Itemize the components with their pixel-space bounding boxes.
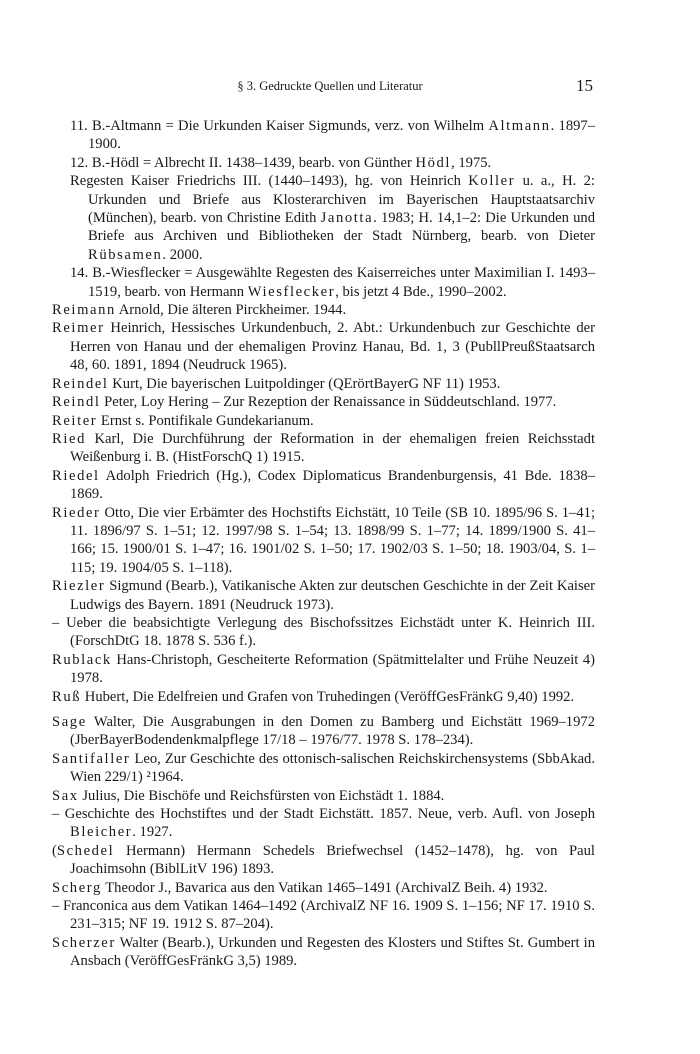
author-name: Ruß <box>52 688 82 705</box>
entry-text: – Ueber die beabsichtigte Verlegung des Bischofssitzes Eichstädt unter K. Heinrich III. (ForschDtG 18. 1878 S. 536 f.). <box>52 614 595 650</box>
entry-text: Regesten Kaiser Friedrichs III. (1440–1493), hg. von Heinrich <box>70 173 469 190</box>
author-name: Rübsamen <box>88 246 163 263</box>
author-name: Koller <box>468 173 516 190</box>
author-name: Schedel <box>56 842 115 859</box>
bibliography-entry <box>52 750 595 787</box>
bibliography-entry <box>52 154 595 172</box>
bibliography-entry <box>52 504 595 578</box>
entry-text: – Geschichte des Hochstiftes und der Stadt Eichstätt. 1857. Neue, verb. Aufl. von Joseph <box>52 806 595 823</box>
entry-text: Heinrich, Hessisches Urkundenbuch, 2. Abt.: Urkundenbuch zur Geschichte der Herren von Hanau und der ehemaligen Provinz Hanau, Bd. 1, 3 (PubllPreußStaatsarch 48, 60. 1891, 1894 (Neudruck 1965). <box>70 320 595 374</box>
entry-text: 12. B.-Hödl = Albrecht II. 1438–1439, bearb. von Günther <box>70 154 416 171</box>
bibliography-entry <box>52 467 595 504</box>
entry-text: Peter, Loy Hering – Zur Rezeption der Renaissance in Süddeutschland. 1977. <box>100 394 557 411</box>
author-name: Altmann <box>488 118 551 134</box>
author-name: Bleicher <box>70 824 133 841</box>
bibliography-list <box>52 117 595 971</box>
entry-text: Karl, Die Durchführung der Reformation in der ehemaligen freien Reichsstadt Weißenburg i. B. (HistForschQ 1) 1915. <box>70 430 595 466</box>
bibliography-entry <box>52 264 595 301</box>
entry-text: Kurt, Die bayerischen Luitpoldinger (QErörtBayerG NF 11) 1953. <box>108 375 501 392</box>
author-name: Rublack <box>52 651 112 668</box>
bibliography-entry <box>52 172 595 264</box>
bibliography-entry <box>52 614 595 651</box>
entry-text: Arnold, Die älteren Pirckheimer. 1944. <box>115 302 347 319</box>
bibliography-entry <box>52 577 595 614</box>
bibliography-entry <box>52 842 595 879</box>
entry-text: u. a., H. 2: Urkunden und Briefe aus Klosterarchiven im Bayerischen Hauptstaatsarchiv (München), bearb. von Christine Edith <box>88 173 595 227</box>
author-name: Reindel <box>52 375 109 392</box>
bibliography-entry <box>52 787 595 805</box>
entry-text: Walter, Die Ausgrabungen in den Domen zu Bamberg und Eichstätt 1969–1972 (JberBayerBodendenkmalpflege 17/18 – 1976/77. 1978 S. 178–234). <box>70 714 595 749</box>
author-name: Reindl <box>52 394 101 411</box>
author-name: Reimann <box>52 302 116 319</box>
entry-text: Otto, Die vier Erbämter des Hochstifts Eichstätt, 10 Teile (SB 10. 1895/96 S. 1–41; 11. 1896/97 S. 1–51; 12. 1997/98 S. 1–54; 13. 1898/99 S. 1–77; 14. 1899/1900 S. 41–166; 15. 1900/01 S. 1–47; 16. 1901/02 S. 1–50; 17. 1902/03 S. 1–50; 18. 1903/04, S. 1–115; 19. 1904/05 S. 1–118). <box>70 504 595 576</box>
author-name: Reiter <box>52 412 98 429</box>
bibliography-entry <box>52 713 595 750</box>
entry-text: Adolph Friedrich (Hg.), Codex Diplomaticus Brandenburgensis, 41 Bde. 1838–1869. <box>70 467 595 503</box>
bibliography-entry <box>52 688 595 706</box>
bibliography-entry <box>52 879 595 897</box>
author-name: Riezler <box>52 578 106 595</box>
entry-text: Julius, Die Bischöfe und Reichsfürsten von Eichstädt 1. 1884. <box>78 787 445 804</box>
bibliography-entry <box>52 393 595 411</box>
bibliography-entry <box>52 375 595 393</box>
bibliography-entry <box>52 805 595 842</box>
entry-text: . 1983; H. 14,1–2: Die Urkunden und Briefe aus Archiven und Bibliotheken der Stadt Nürnberg, bearb. von Dieter <box>88 210 595 245</box>
bibliography-entry <box>52 301 595 319</box>
entry-text: – Franconica aus dem Vatikan 1464–1492 (ArchivalZ NF 16. 1909 S. 1–156; NF 17. 1910 S. 231–315; NF 19. 1912 S. 87–204). <box>52 898 595 933</box>
page-header <box>0 76 700 98</box>
running-head: § 3. Gedruckte Quellen und Literatur <box>237 79 423 93</box>
entry-text: Hermann) Hermann Schedels Briefwechsel (1452–1478), hg. von Paul Joachimsohn (BiblLitV 196) 1893. <box>70 842 595 878</box>
bibliography-entry <box>52 117 595 154</box>
bibliography-entry <box>52 651 595 688</box>
entry-text: Ernst s. Pontifikale Gundekarianum. <box>97 412 314 429</box>
author-name: Ried <box>52 430 86 447</box>
bibliography-entry <box>52 430 595 467</box>
page-number: 15 <box>576 76 593 95</box>
entry-text: Walter (Bearb.), Urkunden und Regesten des Klosters und Stiftes St. Gumbert in Ansbach (VeröffGesFränkG 3,5) 1989. <box>70 934 595 970</box>
entry-text: Theodor J., Bavarica aus den Vatikan 1465–1491 (ArchivalZ Beih. 4) 1932. <box>101 879 548 896</box>
entry-text: Sigmund (Bearb.), Vatikanische Akten zur deutschen Geschichte in der Zeit Kaiser Ludwigs des Bayern. 1891 (Neudruck 1973). <box>70 578 595 613</box>
entry-text: Hans-Christoph, Gescheiterte Reformation (Spätmittelalter und Frühe Neuzeit 4) 1978. <box>70 651 595 687</box>
entry-text: Leo, Zur Geschichte des ottonisch-salischen Reichskirchensystems (SbbAkad. Wien 229/1) ²1964. <box>70 750 595 786</box>
entry-text: . 2000. <box>162 246 203 263</box>
bibliography-entry <box>52 934 595 971</box>
bibliography-entry <box>52 897 595 934</box>
entry-text: , 1975. <box>451 154 492 171</box>
author-name: Hödl <box>415 154 452 171</box>
author-name: Scherzer <box>52 934 116 951</box>
author-name: Rieder <box>52 504 101 521</box>
author-name: Sax <box>52 787 79 804</box>
author-name: Janotta <box>320 210 374 227</box>
entry-text: , bis jetzt 4 Bde., 1990–2002. <box>335 283 507 300</box>
entry-text: . 1927. <box>132 824 173 841</box>
author-name: Santifaller <box>52 750 131 767</box>
entry-text: 14. B.-Wiesflecker = Ausgewählte Regesten des Kaiserreiches unter Maximilian I. 1493–1519, bearb. von Hermann <box>70 265 595 300</box>
bibliography-entry <box>52 319 595 374</box>
author-name: Wiesflecker <box>247 283 336 300</box>
entry-text: . 1897–1900. <box>88 118 596 153</box>
author-name: Reimer <box>52 320 105 337</box>
author-name: Scherg <box>52 879 102 896</box>
entry-text: Hubert, Die Edelfreien und Grafen von Truhedingen (VeröffGesFränkG 9,40) 1992. <box>81 688 575 705</box>
author-name: Sage <box>52 714 87 730</box>
bibliography-entry <box>52 412 595 430</box>
author-name: Riedel <box>52 467 100 484</box>
entry-text: ( <box>52 842 57 859</box>
entry-text: 11. B.-Altmann = Die Urkunden Kaiser Sigmunds, verz. von Wilhelm <box>70 118 489 134</box>
